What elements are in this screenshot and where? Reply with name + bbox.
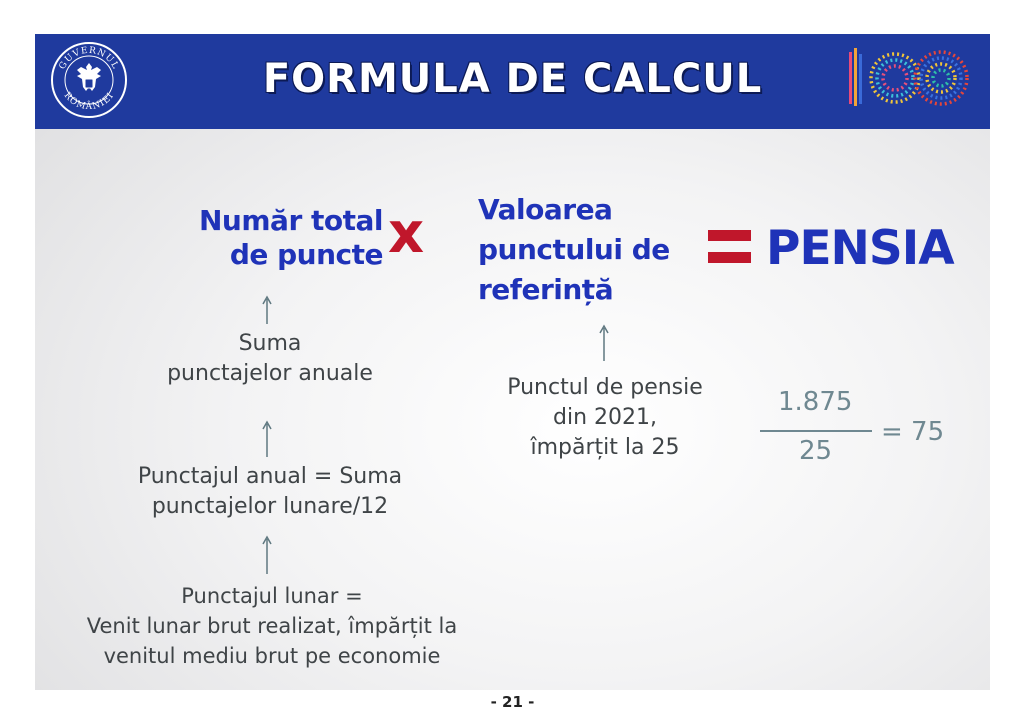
right-line2: din 2021, (553, 405, 657, 430)
arrow-up-icon (597, 324, 611, 362)
step2-line1: Punctajul anual = Suma (137, 464, 403, 489)
pension-point-explanation (470, 373, 740, 463)
term2-line2: punctului de (478, 233, 670, 266)
eagle-icon (77, 63, 101, 91)
fraction-denominator: 25 (799, 436, 833, 466)
fraction-bar (760, 430, 872, 432)
term1-line2: de puncte (229, 238, 383, 271)
term2-line1: Valoarea (478, 193, 613, 226)
term2-line3: referință (478, 273, 614, 306)
reference-value-term (478, 190, 708, 310)
fraction-numerator: 1.875 (778, 387, 853, 417)
arrow-up-icon (260, 535, 274, 575)
right-line1: Punctul de pensie (507, 375, 703, 400)
term1-line1: Număr total (199, 204, 383, 237)
equals-sign (708, 230, 751, 265)
multiply-sign: x (388, 201, 425, 266)
seal-text-bottom: ROMÂNIEI (61, 90, 117, 113)
step3-line1: Punctajul lunar = (181, 584, 363, 608)
step2-line2: punctajelor lunare/12 (151, 494, 389, 519)
step3-line3: venitul mediu brut pe economie (103, 644, 441, 668)
arrow-up-icon (260, 295, 274, 325)
annual-points-sum (120, 329, 420, 389)
right-line3: împărțit la 25 (530, 435, 680, 460)
page-number: - 21 - (490, 693, 535, 711)
step1-line1: Suma (238, 331, 302, 356)
page-title: FORMULA DE CALCUL (262, 56, 763, 102)
seal-text-top: GUVERNUL (57, 45, 121, 72)
monthly-points-formula (40, 581, 504, 671)
government-seal-logo (50, 41, 128, 119)
annual-points-formula (90, 462, 450, 522)
fraction-result: = 75 (881, 417, 945, 447)
step3-line2: Venit lunar brut realizat, împărțit la (86, 614, 458, 638)
pension-result: PENSIA (766, 221, 954, 276)
step1-line2: punctajelor anuale (167, 361, 373, 386)
total-points-term (158, 204, 383, 272)
centenary-100-logo (843, 42, 975, 114)
arrow-up-icon (260, 420, 274, 458)
